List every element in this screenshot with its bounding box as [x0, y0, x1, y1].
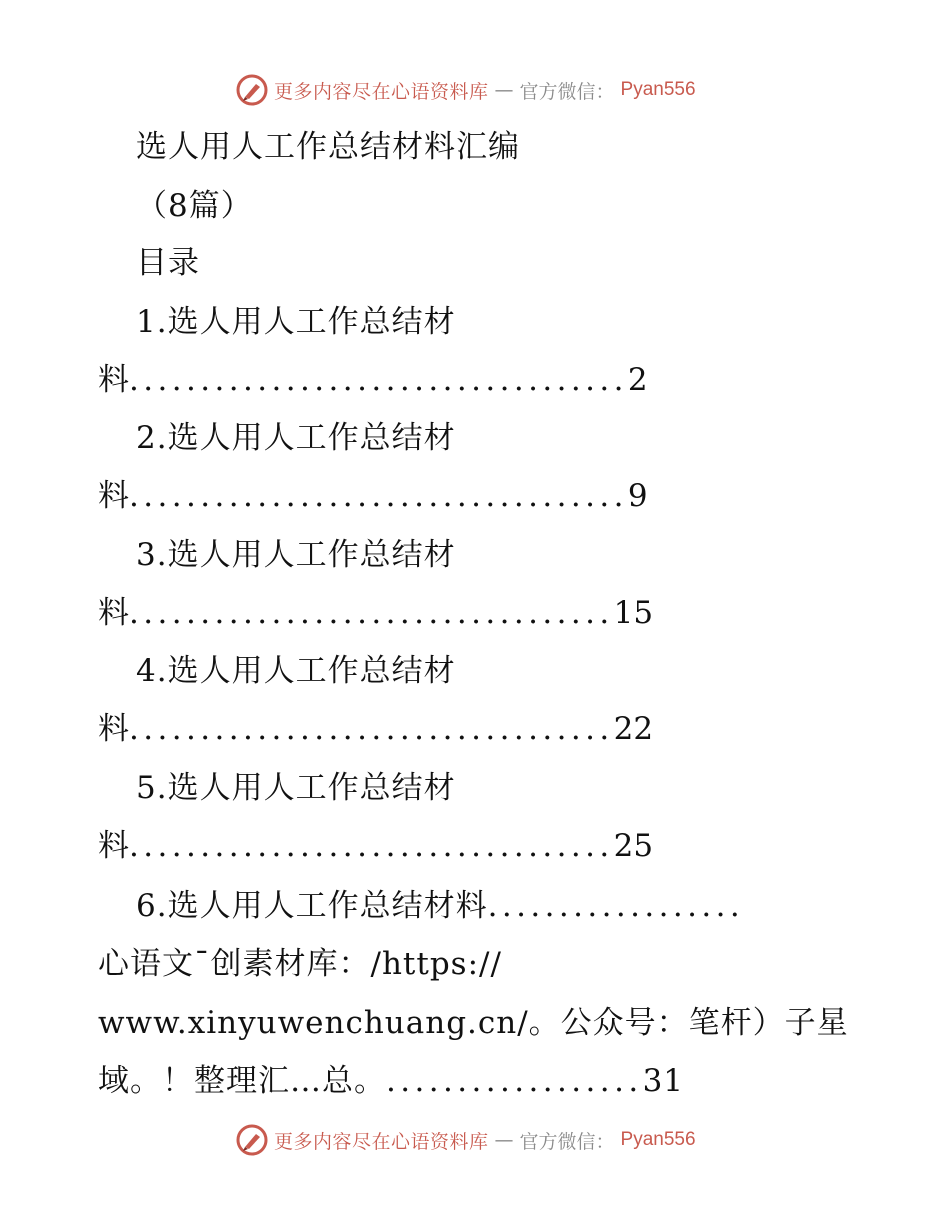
watermark-text: 更多内容尽在心语资料库: [274, 1130, 489, 1153]
toc-item-1-label[interactable]: 1.选人用人工作总结材: [136, 304, 456, 340]
footer-watermark: [236, 1122, 696, 1158]
toc-item-4-page: 22: [613, 711, 654, 747]
header-watermark: [236, 72, 696, 108]
watermark-wechat-id: Pyan556: [620, 1129, 696, 1150]
watermark-separator: —: [494, 79, 514, 101]
toc-item-3-cont: 料: [98, 595, 129, 631]
toc-item-5-leader[interactable]: [98, 826, 798, 866]
toc-item-5-cont: 料: [98, 828, 129, 864]
toc-item-1-dots: ...................................: [129, 362, 628, 398]
toc-item-6-line-4: [98, 1061, 684, 1101]
toc-item-2-leader[interactable]: [98, 476, 798, 516]
toc-item-3-leader[interactable]: [98, 593, 798, 633]
toc-item-6-page: 31: [642, 1063, 685, 1099]
toc-item-5-page: 25: [613, 828, 654, 864]
pen-logo-icon: [236, 74, 268, 106]
toc-item-6-line-4-text: 域。！整理汇…总。: [98, 1063, 386, 1099]
toc-item-6-text: 6.选人用人工作总结材料: [136, 888, 488, 924]
document-title: 选人用人工作总结材料汇编: [136, 129, 520, 165]
toc-item-4-leader[interactable]: [98, 709, 798, 749]
toc-item-1-leader[interactable]: [98, 360, 798, 400]
toc-item-6-line-2: 心语文¯创素材库：/https://: [98, 946, 502, 982]
toc-item-4-dots: ..................................: [129, 711, 614, 747]
toc-item-5-label[interactable]: 5.选人用人工作总结材: [136, 770, 456, 806]
toc-item-3-dots: ..................................: [129, 595, 614, 631]
toc-item-6-line-3: www.xinyuwenchuang.cn/。公众号：笔杆）子星: [98, 1005, 849, 1041]
toc-item-6-dots: ..................: [487, 888, 745, 924]
toc-item-6-line-4-dots: ..................: [386, 1063, 643, 1099]
toc-item-3-label[interactable]: 3.选人用人工作总结材: [136, 537, 456, 573]
toc-item-2-page: 9: [627, 478, 648, 514]
toc-item-1-cont: 料: [98, 362, 129, 398]
toc-item-4-cont: 料: [98, 711, 129, 747]
toc-item-4-label[interactable]: 4.选人用人工作总结材: [136, 653, 456, 689]
toc-item-2-label[interactable]: 2.选人用人工作总结材: [136, 420, 456, 456]
watermark-wechat-id: Pyan556: [620, 79, 696, 100]
toc-item-2-dots: ...................................: [129, 478, 628, 514]
toc-item-1-page: 2: [627, 362, 648, 398]
toc-heading: 目录: [136, 245, 200, 281]
toc-item-3-page: 15: [613, 595, 654, 631]
toc-item-5-dots: ..................................: [129, 828, 614, 864]
watermark-separator: —: [494, 1129, 514, 1151]
watermark-wechat-label: 官方微信：: [519, 80, 615, 103]
watermark-wechat-label: 官方微信：: [519, 1130, 615, 1153]
toc-item-2-cont: 料: [98, 478, 129, 514]
document-subtitle: （8篇）: [136, 188, 253, 224]
toc-item-6-label[interactable]: [136, 886, 744, 926]
watermark-text: 更多内容尽在心语资料库: [274, 80, 489, 103]
pen-logo-icon: [236, 1124, 268, 1156]
